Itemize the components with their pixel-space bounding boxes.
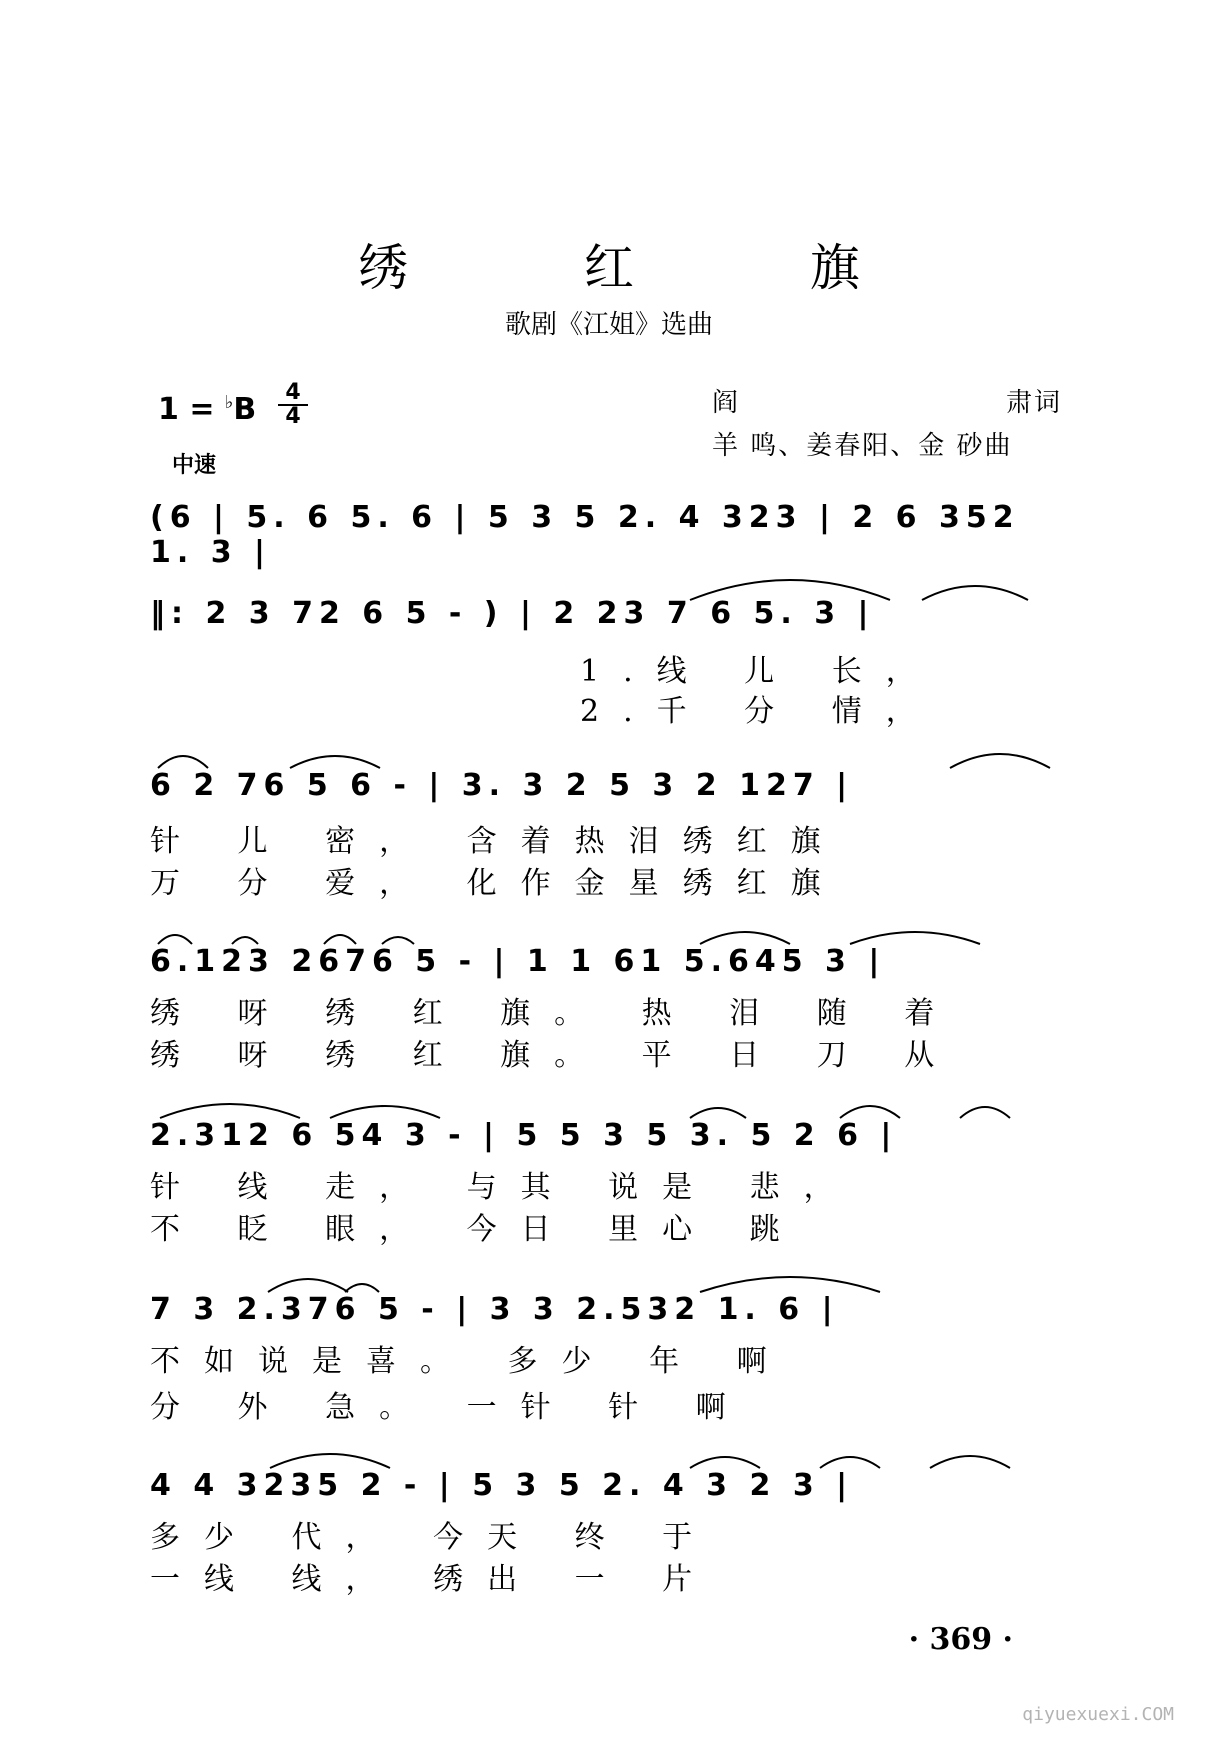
notation-line: 4 4 3235 2 - | 5 3 5 2. 4 3 2 3 | — [150, 1468, 854, 1503]
lyric-verse-1: 绣 呀 绣 红 旗。 热 泪 随 着 — [150, 996, 959, 1031]
lyric-verse-1: 针 线 走， 与其 说是 悲， — [150, 1170, 858, 1205]
slur — [950, 754, 1050, 768]
song-title: 绣 红 旗 — [358, 239, 940, 297]
slur — [840, 1106, 900, 1118]
slur — [690, 1457, 760, 1468]
slur — [270, 1454, 390, 1468]
composer-credit: 羊 鸣、姜春阳、金 砂曲 — [712, 431, 1013, 461]
slur — [850, 932, 980, 944]
time-signature-top: 4 — [278, 382, 308, 406]
lyric-verse-2: 不 眨 眼， 今日 里心 跳 — [150, 1212, 804, 1247]
slur — [290, 756, 380, 768]
lyric-verse-2: 绣 呀 绣 红 旗。 平 日 刀 从 — [150, 1038, 959, 1073]
notation-line: (6 | 5. 6 5. 6 | 5 3 5 2. 4 323 | 2 6 352 1. 3 | — [150, 500, 1020, 570]
slur — [960, 1107, 1010, 1118]
notation-line: 6.123 2676 5 - | 1 1 61 5.645 3 | — [150, 944, 886, 979]
slur — [690, 580, 890, 600]
notation-line: 2.312 6 54 3 - | 5 5 3 5 3. 5 2 6 | — [150, 1118, 898, 1153]
slur — [268, 1279, 348, 1292]
lyric-verse-1: 1.线 儿 长， — [580, 654, 940, 689]
lyric-verse-1: 针 儿 密， 含着热泪绣红旗 — [150, 824, 845, 859]
lyric-verse-2: 2.千 分 情， — [580, 694, 940, 729]
lyric-verse-2: 一线 线， 绣出 一 片 — [150, 1562, 717, 1597]
site-watermark: qiyuexuexi.COM — [1022, 1704, 1174, 1725]
lyric-verse-1: 多少 代， 今天 终 于 — [150, 1520, 717, 1555]
notation-line: 6 2 76 5 6 - | 3. 3 2 5 3 2 127 | — [150, 768, 854, 803]
slur — [700, 1277, 880, 1292]
slur — [345, 1284, 379, 1292]
key-prefix: 1 = — [158, 392, 225, 427]
slur — [160, 1104, 300, 1118]
lyric-verse-2: 万 分 爱， 化作金星绣红旗 — [150, 866, 845, 901]
slur — [158, 935, 192, 944]
notation-line: 7 3 2.376 5 - | 3 3 2.532 1. 6 | — [150, 1292, 839, 1327]
tempo-marking: 中速 — [172, 453, 217, 478]
slur — [232, 937, 258, 944]
slur — [700, 932, 790, 944]
slur — [690, 1108, 746, 1118]
lyricist-suffix: 肃词 — [1006, 388, 1063, 418]
flat-sign: ♭ — [224, 392, 234, 413]
lyric-verse-2: 分 外 急。 一针 针 啊 — [150, 1390, 750, 1425]
lyric-verse-1: 不如说是喜。 多少 年 啊 — [150, 1344, 791, 1379]
slur — [820, 1457, 880, 1468]
slur — [922, 586, 1028, 600]
slur — [330, 1106, 440, 1118]
slur — [158, 756, 208, 768]
key-note: B — [233, 392, 257, 427]
slur — [930, 1456, 1010, 1468]
lyricist-name: 阎 — [712, 388, 741, 418]
slur — [324, 935, 356, 944]
notation-line: ‖: 2 3 72 6 5 - ) | 2 23 7 6 5. 3 | — [150, 596, 875, 631]
time-signature-bottom: 4 — [285, 404, 301, 429]
page-number: · 369 · — [908, 1622, 1013, 1657]
slur — [382, 937, 414, 944]
song-subtitle: 歌剧《江姐》选曲 — [504, 310, 713, 340]
